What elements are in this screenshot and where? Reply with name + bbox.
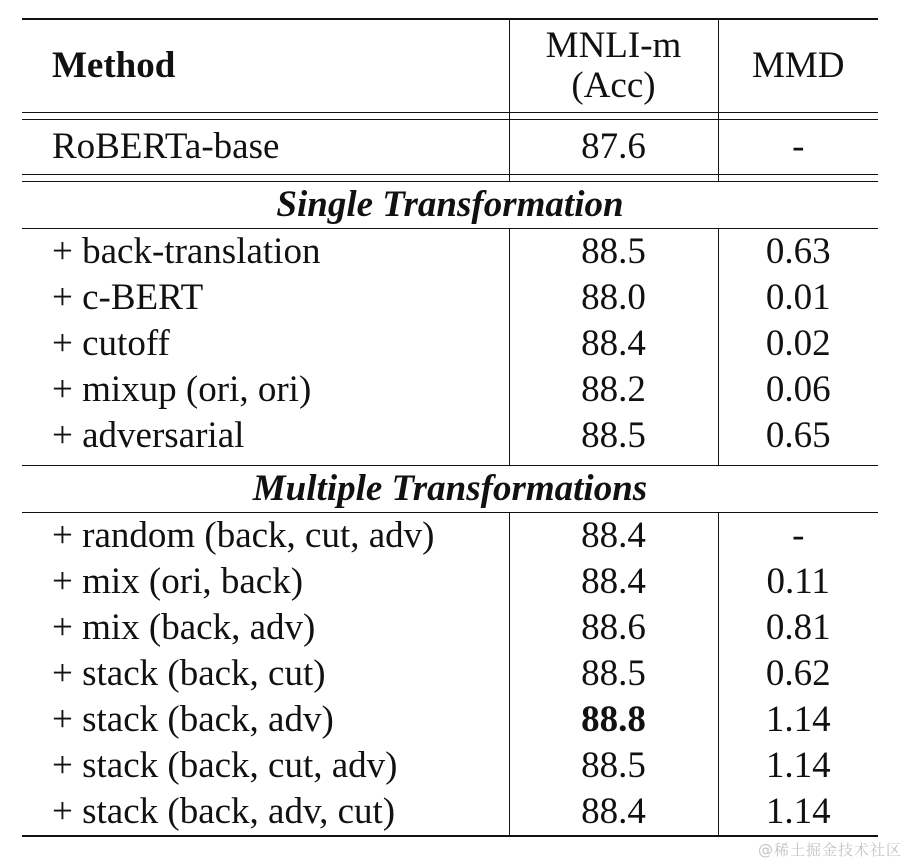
acc-cell: 88.4 xyxy=(509,321,718,367)
table-row xyxy=(22,559,878,605)
header-mnli xyxy=(509,19,718,113)
table-row xyxy=(22,789,878,836)
method-cell: + mix (ori, back) xyxy=(52,561,304,602)
table-row xyxy=(22,367,878,413)
watermark: @稀土掘金技术社区 xyxy=(757,841,902,859)
section-title: Multiple Transformations xyxy=(22,466,878,513)
baseline-row xyxy=(22,120,878,175)
table-row xyxy=(22,651,878,697)
method-cell: + stack (back, adv, cut) xyxy=(22,789,509,836)
table-row xyxy=(22,743,878,789)
method-cell: + stack (back, adv) xyxy=(52,699,334,740)
results-table-container xyxy=(22,18,878,837)
mmd-cell: 0.62 xyxy=(718,651,878,697)
method-cell: + adversarial xyxy=(52,415,245,456)
method-cell: + random (back, cut, adv) xyxy=(52,515,435,556)
header-row xyxy=(22,19,878,113)
table-row xyxy=(22,513,878,560)
table-row xyxy=(22,413,878,459)
acc-cell: 88.4 xyxy=(509,789,718,836)
baseline-mmd: - xyxy=(718,120,878,175)
mmd-cell: 0.06 xyxy=(718,367,878,413)
mmd-cell: 1.14 xyxy=(718,743,878,789)
table-row xyxy=(22,229,878,276)
table-row xyxy=(22,605,878,651)
method-cell: + stack (back, cut, adv) xyxy=(52,745,398,786)
mmd-cell: - xyxy=(718,513,878,560)
method-cell: + c-BERT xyxy=(52,277,204,318)
section-title: Single Transformation xyxy=(22,182,878,229)
mmd-cell: 0.02 xyxy=(718,321,878,367)
mmd-cell: 1.14 xyxy=(718,697,878,743)
baseline-method: RoBERTa-base xyxy=(22,120,509,175)
acc-cell: 88.8 xyxy=(509,697,718,743)
acc-cell: 88.4 xyxy=(509,513,718,560)
mmd-cell: 0.65 xyxy=(718,413,878,459)
mmd-cell: 1.14 xyxy=(718,789,878,836)
acc-cell: 88.5 xyxy=(509,413,718,459)
section-title-row xyxy=(22,466,878,513)
acc-cell: 88.2 xyxy=(509,367,718,413)
acc-cell: 88.5 xyxy=(509,229,718,276)
acc-cell: 88.0 xyxy=(509,275,718,321)
results-table xyxy=(22,18,878,837)
acc-cell: 88.4 xyxy=(509,559,718,605)
mmd-cell: 0.01 xyxy=(718,275,878,321)
header-mmd: MMD xyxy=(718,19,878,113)
method-cell: + mixup (ori, ori) xyxy=(52,369,312,410)
header-mnli-line2: (Acc) xyxy=(571,65,656,106)
method-cell: + stack (back, cut) xyxy=(52,653,326,694)
acc-cell: 88.6 xyxy=(509,605,718,651)
double-rule xyxy=(22,113,878,120)
header-mnli-line1: MNLI-m xyxy=(545,25,682,66)
header-method: Method xyxy=(22,19,509,113)
table-row xyxy=(22,275,878,321)
mmd-cell: 0.81 xyxy=(718,605,878,651)
mmd-cell: 0.63 xyxy=(718,229,878,276)
method-cell: + cutoff xyxy=(52,323,170,364)
acc-cell: 88.5 xyxy=(509,651,718,697)
method-cell: + back-translation xyxy=(52,231,321,272)
baseline-acc: 87.6 xyxy=(509,120,718,175)
acc-cell: 88.5 xyxy=(509,743,718,789)
double-rule xyxy=(22,175,878,182)
table-row xyxy=(22,321,878,367)
table-row xyxy=(22,697,878,743)
section-title-row xyxy=(22,182,878,229)
mmd-cell: 0.11 xyxy=(718,559,878,605)
method-cell: + mix (back, adv) xyxy=(52,607,316,648)
